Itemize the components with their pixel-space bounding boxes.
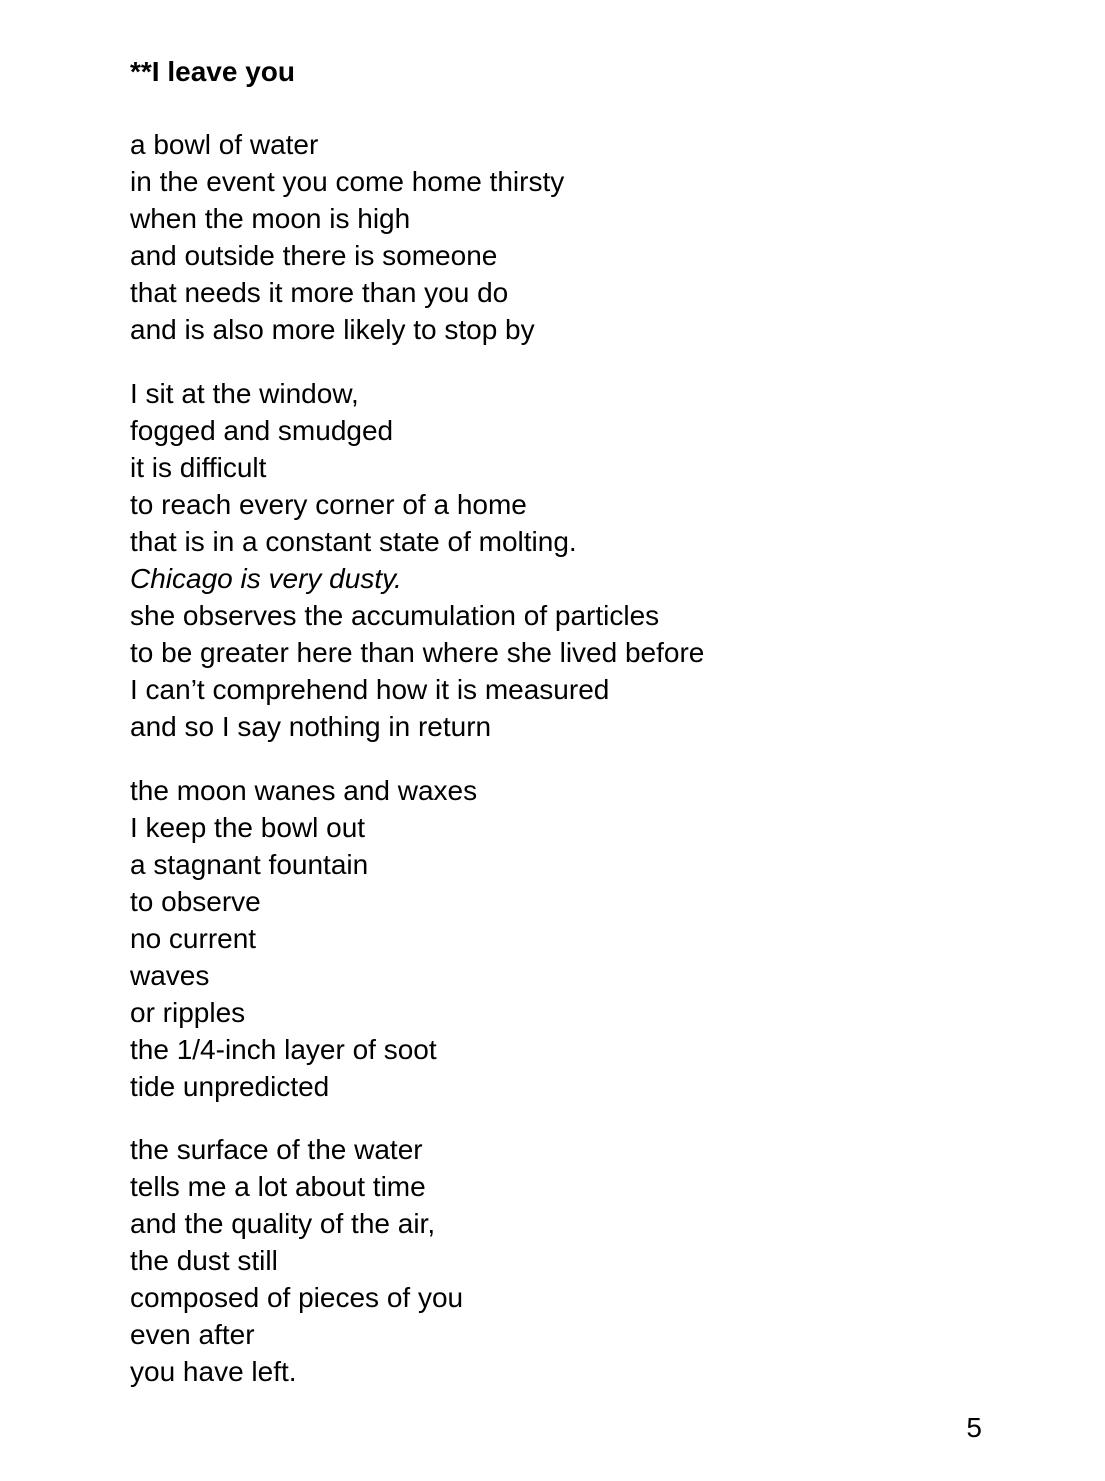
poem-line: when the moon is high xyxy=(130,203,411,234)
poem-line: even after xyxy=(130,1319,255,1350)
poem-line: the 1/4-inch layer of soot xyxy=(130,1034,437,1065)
stanza xyxy=(130,126,564,348)
poem-line: and outside there is someone xyxy=(130,240,498,271)
poem-line: the surface of the water xyxy=(130,1134,423,1165)
poem-line: Chicago is very dusty. xyxy=(130,563,402,594)
poem-line: and the quality of the air, xyxy=(130,1208,436,1239)
poem-line: I keep the bowl out xyxy=(130,812,366,843)
poem-line: and is also more likely to stop by xyxy=(130,314,535,345)
poem-line: in the event you come home thirsty xyxy=(130,166,565,197)
poem-line: no current xyxy=(130,923,257,954)
poem-line: that needs it more than you do xyxy=(130,277,509,308)
page-number: 5 xyxy=(966,1412,982,1443)
poem-line: the dust still xyxy=(130,1245,278,1276)
poem-line: to reach every corner of a home xyxy=(130,489,527,520)
poem-line: you have left. xyxy=(130,1356,297,1387)
poem-line: to observe xyxy=(130,886,261,917)
poem-line: it is difficult xyxy=(130,452,267,483)
poem-line: or ripples xyxy=(130,997,246,1028)
poem-line: fogged and smudged xyxy=(130,415,394,446)
stanza xyxy=(130,375,704,745)
poem-line: waves xyxy=(130,960,210,991)
poem-line: I sit at the window, xyxy=(130,378,359,409)
poem-line: the moon wanes and waxes xyxy=(130,775,478,806)
poem-line: composed of pieces of you xyxy=(130,1282,464,1313)
poem-line: tide unpredicted xyxy=(130,1071,330,1102)
poem-line: that is in a constant state of molting. xyxy=(130,526,577,557)
stanza xyxy=(130,772,477,1105)
poem-line: I can’t comprehend how it is measured xyxy=(130,674,610,705)
poem-line: a bowl of water xyxy=(130,129,319,160)
stanza xyxy=(130,1131,463,1390)
poem-line: to be greater here than where she lived before xyxy=(130,637,705,668)
poem-line: and so I say nothing in return xyxy=(130,711,492,742)
poem-line: tells me a lot about time xyxy=(130,1171,426,1202)
poem-line: she observes the accumulation of particles xyxy=(130,600,660,631)
poem-line: a stagnant fountain xyxy=(130,849,369,880)
poem-title: **I leave you xyxy=(130,56,295,87)
